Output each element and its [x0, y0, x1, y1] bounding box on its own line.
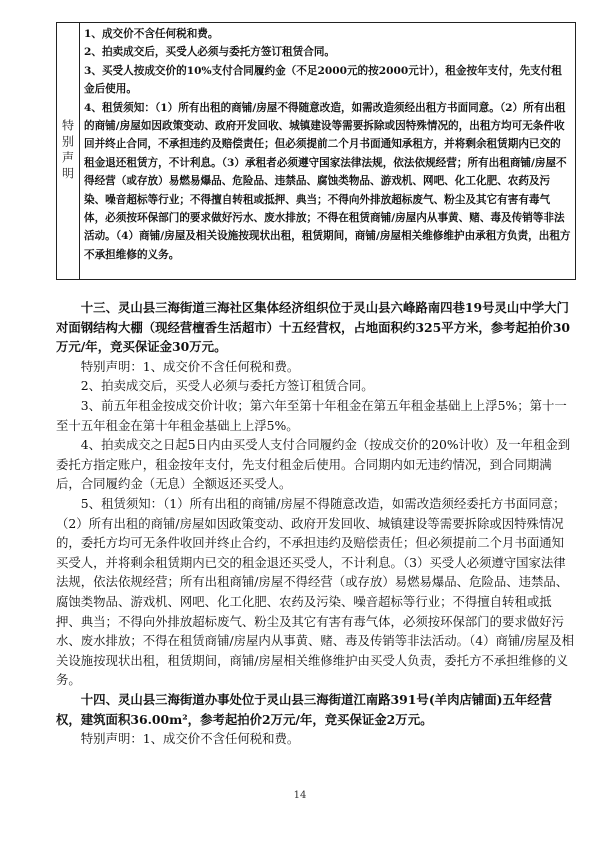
table-label-cell [57, 23, 80, 279]
section-13-item: 2、拍卖成交后，买受人必须与委托方签订租赁合同。 [80, 378, 374, 394]
section-13 [56, 298, 576, 690]
table-body [80, 23, 575, 279]
section-13-item: 5、租赁须知：（1）所有出租的商铺/房屋不得随意改造，如需改造须经委托方书面同意；（2）所有出租的商铺/房屋如因政策变动、政府开发回收、城镇建设等需要拆除或因特殊情况的，委托方均可无条件收回并终止合约，不承担违约及赔偿责任；但必须提前二个月书面通知买受人，并将剩余租赁期内已交的租金退还买受人，不计利息。（3）买受人必须遵守国家法律法规，依法依规经营；所有出租商铺/房屋不得经营（或存放）易燃易爆品、危险品、违禁品、腐蚀类物品、游戏机、网吧、化工化肥、农药及污染、噪音超标等行业；不得擅自转租或抵押、典当；不得向外排放超标废气、粉尘及其它有害有毒气体，必须按环保部门的要求做好污水、废水排放；不得在租赁商铺/房屋内从事黄、赌、毒及传销等非法活动。（4）商铺/房屋及相关设施按现状出租，租赁期间，商铺/房屋相关维修维护由买受人负责，委托方不承担维修的义务。 [56, 495, 575, 688]
table-item: 2、拍卖成交后，买受人必须与委托方签订租赁合同。 [84, 46, 336, 59]
section-13-heading: 十三、灵山县三海街道三海社区集体经济组织位于灵山县六峰路南四巷19号灵山中学大门对面钢结构大棚（现经营檀香生活超市）十五经营权，占地面积约325平方米，参考起拍价30万元/年，竞买保证金30万元。 [56, 300, 570, 355]
section-13-item: 4、拍卖成交之日起5日内由买受人支付合同履约金（按成交价的20%计收）及一年租金到委托方指定账户，租金按年支付，先支付租金后使用。合同期内如无违约情况，到合同期满后，合同履约金（无息）全额返还买受人。 [56, 437, 571, 492]
table-item: 3、买受人按成交价的10%支付合同履约金（不足2000元的按2000元计），租金按年支付，先支付租金后使用。 [84, 64, 562, 96]
section-13-item: 3、前五年租金按成交价计收；第六年至第十年租金在第五年租金基础上上浮5%；第十一至十五年租金在第十年租金基础上上浮5%。 [56, 397, 567, 433]
special-statement-table [56, 22, 576, 280]
table-item: 1、成交价不含任何税和费。 [84, 28, 219, 40]
table-label: 特别声明 [60, 119, 75, 183]
section-14-item: 特别声明：1、成交价不含任何税和费。 [80, 731, 300, 747]
section-14 [56, 690, 576, 749]
page-number: 14 [293, 790, 307, 801]
table-item: 4、租赁须知：（1）所有出租的商铺/房屋不得随意改造，如需改造须经出租方书面同意。（2）所有出租的商铺/房屋如因政策变动、政府开发回收、城镇建设等需要拆除或因特殊情况的，出租方均可无条件收回并终止合同，不承担违约及赔偿责任；但必须提前二个月书面通知承租方，并将剩余租赁期内已交的租金退还租赁方，不计利息。（3）承租者必须遵守国家法律法规，依法依规经营；所有出租商铺/房屋不得经营（或存放）易燃易爆品、危险品、违禁品、腐蚀类物品、游戏机、网吧、化工化肥、农药及污染、噪音超标等行业；不得擅自转租或抵押、典当；不得向外排放超标废气、粉尘及其它有害有毒气体，必须按环保部门的要求做好污水、废水排放；不得在租赁商铺/房屋内从事黄、赌、毒及传销等非法活动。（4）商铺/房屋及相关设施按现状出租，租赁期间，商铺/房屋相关维修维护由承租方负责，出租方不承担维修的义务。 [84, 101, 571, 261]
section-14-heading: 十四、灵山县三海街道办事处位于灵山县三海街道江南路391号(羊肉店铺面)五年经营权，建筑面积36.00m²，参考起拍价2万元/年，竞买保证金2万元。 [56, 692, 553, 727]
section-13-item: 特别声明：1、成交价不含任何税和费。 [80, 358, 300, 374]
